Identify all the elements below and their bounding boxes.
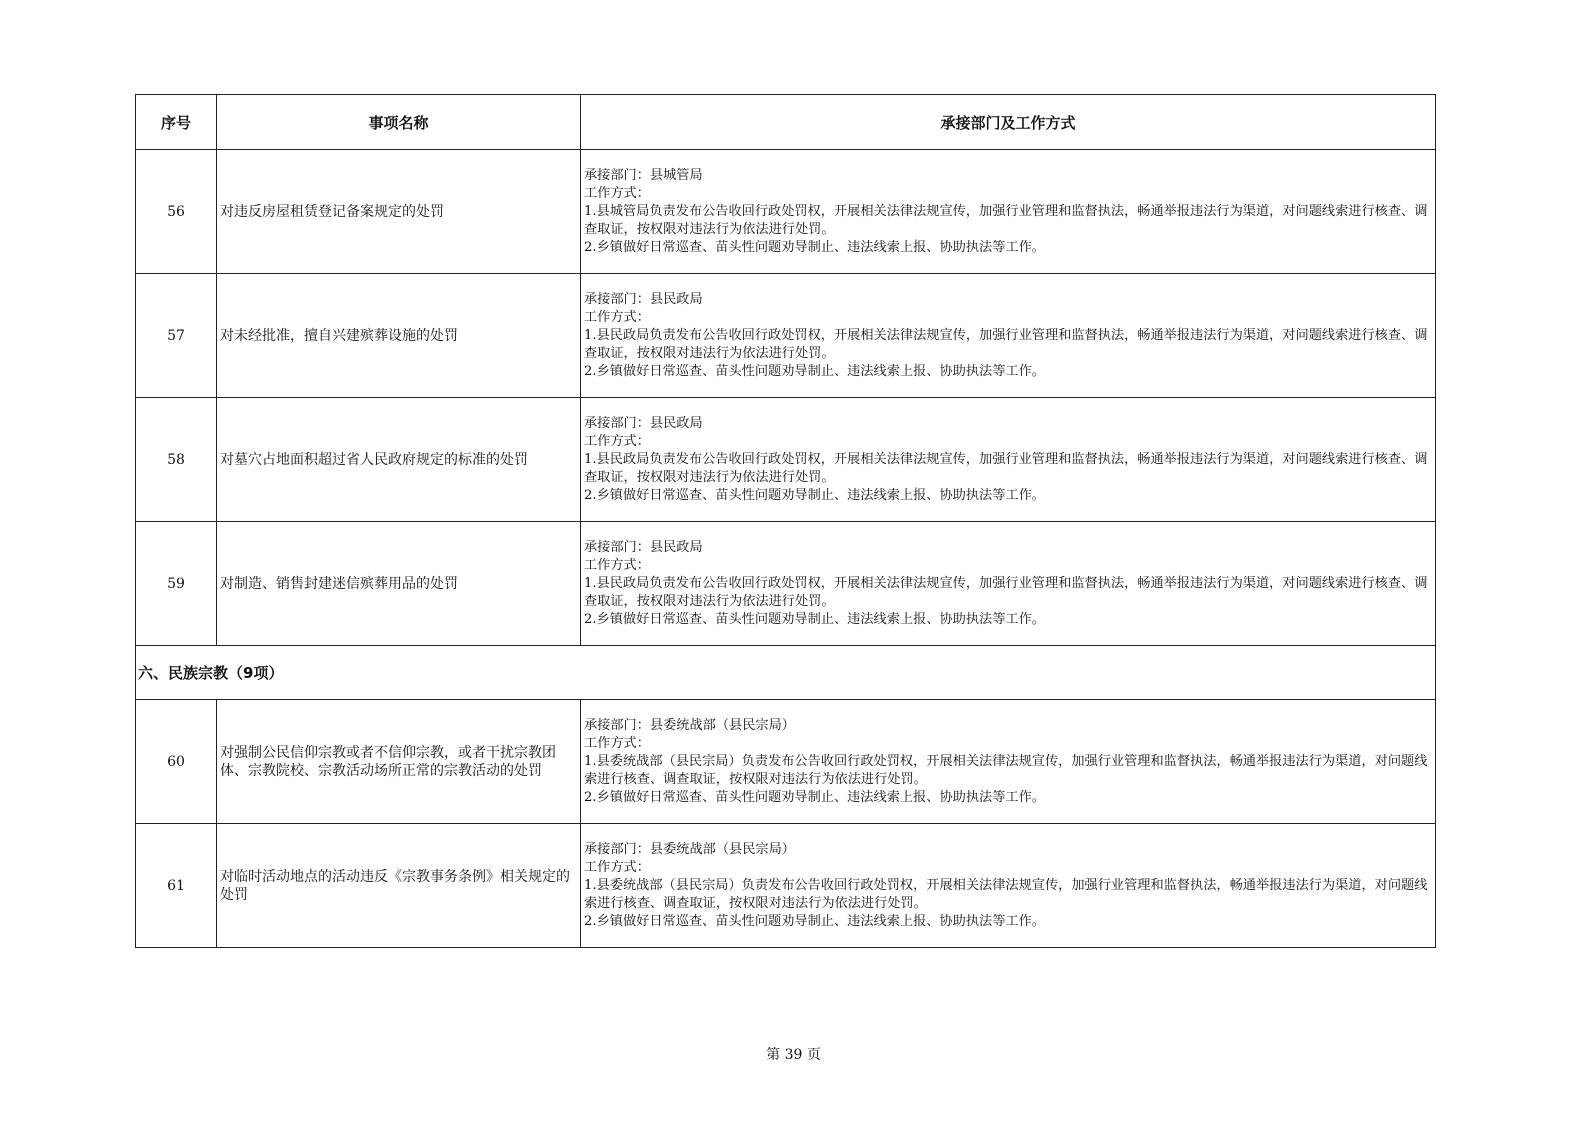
table-row: [136, 274, 1436, 398]
method-item-2: 2.乡镇做好日常巡查、苗头性问题劝导制止、违法线索上报、协助执法等工作。: [584, 239, 1045, 255]
method-label: 工作方式：: [584, 735, 650, 751]
method-item-2: 2.乡镇做好日常巡查、苗头性问题劝导制止、违法线索上报、协助执法等工作。: [584, 789, 1045, 805]
row-item-name: 对未经批准，擅自兴建殡葬设施的处罚: [217, 274, 581, 398]
row-number: 57: [136, 274, 217, 398]
method-item-1: 1.县民政局负责发布公告收回行政处罚权，开展相关法律法规宣传，加强行业管理和监督执法，畅通举报违法行为渠道，对问题线索进行核查、调查取证，按权限对违法行为依法进行处罚。: [584, 327, 1428, 361]
header-no: 序号: [136, 95, 217, 150]
method-label: 工作方式：: [584, 433, 650, 449]
table-row: [136, 398, 1436, 522]
table-row: [136, 700, 1436, 824]
page-number: 第 39 页: [766, 1047, 821, 1063]
method-label: 工作方式：: [584, 859, 650, 875]
header-name: 事项名称: [217, 95, 581, 150]
method-item-1: 1.县民政局负责发布公告收回行政处罚权，开展相关法律法规宣传，加强行业管理和监督执法，畅通举报违法行为渠道，对问题线索进行核查、调查取证，按权限对违法行为依法进行处罚。: [584, 575, 1428, 609]
table-header-row: [136, 95, 1436, 150]
row-item-name: 对墓穴占地面积超过省人民政府规定的标准的处罚: [217, 398, 581, 522]
method-label: 工作方式：: [584, 185, 650, 201]
row-number: 60: [136, 700, 217, 824]
method-item-2: 2.乡镇做好日常巡查、苗头性问题劝导制止、违法线索上报、协助执法等工作。: [584, 487, 1045, 503]
table-row: [136, 150, 1436, 274]
row-dept-cell: [581, 824, 1436, 948]
items-table: [135, 94, 1436, 948]
row-dept-cell: [581, 398, 1436, 522]
dept-line: 承接部门：县委统战部（县民宗局）: [584, 717, 795, 733]
row-item-name: 对强制公民信仰宗教或者不信仰宗教，或者干扰宗教团体、宗教院校、宗教活动场所正常的宗教活动的处罚: [217, 700, 581, 824]
method-label: 工作方式：: [584, 309, 650, 325]
method-item-1: 1.县城管局负责发布公告收回行政处罚权，开展相关法律法规宣传，加强行业管理和监督执法，畅通举报违法行为渠道，对问题线索进行核查、调查取证，按权限对违法行为依法进行处罚。: [584, 203, 1428, 237]
dept-line: 承接部门：县城管局: [584, 167, 703, 183]
row-dept-cell: [581, 274, 1436, 398]
dept-line: 承接部门：县民政局: [584, 539, 703, 555]
row-number: 58: [136, 398, 217, 522]
row-dept-cell: [581, 150, 1436, 274]
row-item-name: 对临时活动地点的活动违反《宗教事务条例》相关规定的处罚: [217, 824, 581, 948]
dept-line: 承接部门：县委统战部（县民宗局）: [584, 841, 795, 857]
method-item-2: 2.乡镇做好日常巡查、苗头性问题劝导制止、违法线索上报、协助执法等工作。: [584, 913, 1045, 929]
row-number: 56: [136, 150, 217, 274]
section-row: [136, 646, 1436, 700]
row-number: 61: [136, 824, 217, 948]
table-row: [136, 522, 1436, 646]
row-item-name: 对违反房屋租赁登记备案规定的处罚: [217, 150, 581, 274]
row-number: 59: [136, 522, 217, 646]
table-row: [136, 824, 1436, 948]
method-item-1: 1.县委统战部（县民宗局）负责发布公告收回行政处罚权，开展相关法律法规宣传，加强行业管理和监督执法，畅通举报违法行为渠道，对问题线索进行核查、调查取证，按权限对违法行为依法进行处罚。: [584, 753, 1428, 787]
section-title: 六、民族宗教（9项）: [136, 646, 1436, 700]
method-item-2: 2.乡镇做好日常巡查、苗头性问题劝导制止、违法线索上报、协助执法等工作。: [584, 363, 1045, 379]
row-dept-cell: [581, 700, 1436, 824]
row-item-name: 对制造、销售封建迷信殡葬用品的处罚: [217, 522, 581, 646]
method-label: 工作方式：: [584, 557, 650, 573]
dept-line: 承接部门：县民政局: [584, 415, 703, 431]
method-item-1: 1.县民政局负责发布公告收回行政处罚权，开展相关法律法规宣传，加强行业管理和监督执法，畅通举报违法行为渠道，对问题线索进行核查、调查取证，按权限对违法行为依法进行处罚。: [584, 451, 1428, 485]
row-dept-cell: [581, 522, 1436, 646]
dept-line: 承接部门：县民政局: [584, 291, 703, 307]
method-item-1: 1.县委统战部（县民宗局）负责发布公告收回行政处罚权，开展相关法律法规宣传，加强行业管理和监督执法，畅通举报违法行为渠道，对问题线索进行核查、调查取证，按权限对违法行为依法进行处罚。: [584, 877, 1428, 911]
method-item-2: 2.乡镇做好日常巡查、苗头性问题劝导制止、违法线索上报、协助执法等工作。: [584, 611, 1045, 627]
header-dept: 承接部门及工作方式: [581, 95, 1436, 150]
